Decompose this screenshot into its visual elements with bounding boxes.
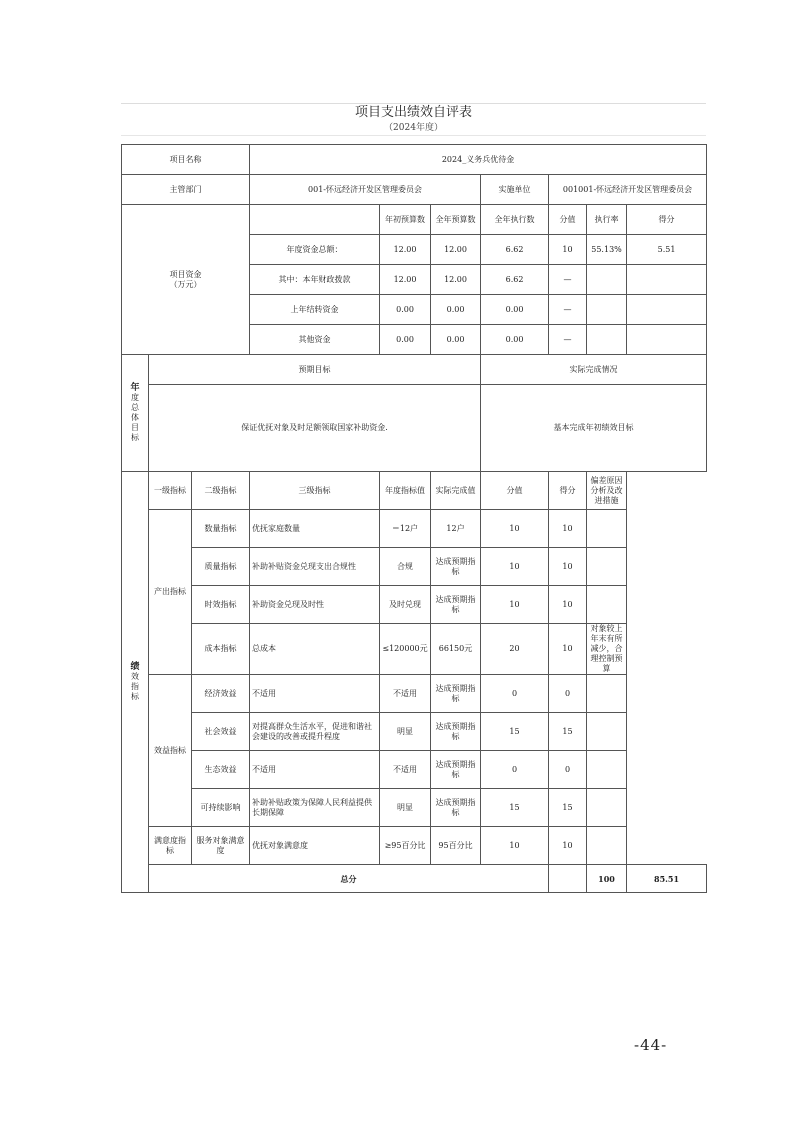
total-weight: 100: [587, 865, 627, 893]
level3: 对提高群众生活水平，促进和谐社会建设的改善或提升程度: [250, 713, 380, 751]
funds-header: 全年预算数: [431, 205, 481, 235]
funds-weight: —: [549, 265, 587, 295]
actual: 达成预期指标: [431, 675, 481, 713]
score: 10: [549, 548, 587, 586]
indicator-header: 二级指标: [192, 472, 250, 510]
weight: 10: [481, 510, 549, 548]
note: [587, 751, 627, 789]
goal-header-row: [122, 355, 707, 385]
expected-goal: 保证优抚对象及时足额领取国家补助资金.: [149, 385, 481, 472]
total-empty: [549, 865, 587, 893]
funds-initial: 0.00: [380, 325, 431, 355]
funds-header: 全年执行数: [481, 205, 549, 235]
weight: 0: [481, 751, 549, 789]
funds-executed: 6.62: [481, 235, 549, 265]
target: 及时兑现: [380, 586, 431, 624]
level3: 优抚家庭数量: [250, 510, 380, 548]
funds-header: 得分: [627, 205, 707, 235]
note: [587, 675, 627, 713]
level2: 时效指标: [192, 586, 250, 624]
indicator-row: [122, 624, 707, 675]
level2: 经济效益: [192, 675, 250, 713]
target: 不适用: [380, 675, 431, 713]
funds-initial: 0.00: [380, 295, 431, 325]
goal-side-label: 年度总体目标: [122, 355, 149, 472]
score: 15: [549, 789, 587, 827]
project-name-row: [122, 145, 707, 175]
funds-score: [627, 265, 707, 295]
weight: 15: [481, 713, 549, 751]
output-indicator-label: 产出指标: [149, 510, 192, 675]
level2: 可持续影响: [192, 789, 250, 827]
target: 合规: [380, 548, 431, 586]
note: [587, 713, 627, 751]
funds-initial: 12.00: [380, 235, 431, 265]
note: [587, 789, 627, 827]
indicator-header: 年度指标值: [380, 472, 431, 510]
level3: 优抚对象满意度: [250, 827, 380, 865]
actual-goal: 基本完成年初绩效目标: [481, 385, 707, 472]
actual: 66150元: [431, 624, 481, 675]
level3: 补助资金兑现及时性: [250, 586, 380, 624]
funds-initial: 12.00: [380, 265, 431, 295]
score: 10: [549, 586, 587, 624]
total-row: [122, 865, 707, 893]
funds-annual: 0.00: [431, 295, 481, 325]
funds-row-label: 年度资金总额：: [250, 235, 380, 265]
satisfaction-indicator-label: 满意度指标: [149, 827, 192, 865]
indicator-header: 实际完成值: [431, 472, 481, 510]
dept-label: 主管部门: [122, 175, 250, 205]
score: 0: [549, 675, 587, 713]
weight: 0: [481, 675, 549, 713]
funds-weight: 10: [549, 235, 587, 265]
note: 对象较上年末有所减少，合理控制预算: [587, 624, 627, 675]
level2: 质量指标: [192, 548, 250, 586]
page-subtitle: （2024年度）: [384, 123, 443, 133]
note: [587, 548, 627, 586]
score: 15: [549, 713, 587, 751]
level2: 服务对象满意度: [192, 827, 250, 865]
target: 明显: [380, 789, 431, 827]
indicator-row: [122, 548, 707, 586]
benefit-indicator-label: 效益指标: [149, 675, 192, 827]
indicator-row: [122, 789, 707, 827]
total-label: 总分: [149, 865, 549, 893]
target: ＝12户: [380, 510, 431, 548]
funds-rate: [587, 265, 627, 295]
actual: 达成预期指标: [431, 751, 481, 789]
indicator-row: [122, 510, 707, 548]
funds-executed: 0.00: [481, 295, 549, 325]
indicator-row: [122, 751, 707, 789]
indicator-row: [122, 675, 707, 713]
indicator-header: 分值: [481, 472, 549, 510]
note: [587, 586, 627, 624]
level2: 生态效益: [192, 751, 250, 789]
weight: 10: [481, 586, 549, 624]
project-name-value: 2024_义务兵优待金: [250, 145, 707, 175]
actual: 95百分比: [431, 827, 481, 865]
score: 0: [549, 751, 587, 789]
funds-label: 项目资金 （万元）: [122, 205, 250, 355]
indicator-header: 一级指标: [149, 472, 192, 510]
note: [587, 510, 627, 548]
weight: 10: [481, 548, 549, 586]
level2: 成本指标: [192, 624, 250, 675]
funds-score: [627, 295, 707, 325]
funds-row-label: 上年结转资金: [250, 295, 380, 325]
level2: 数量指标: [192, 510, 250, 548]
weight: 10: [481, 827, 549, 865]
level3: 不适用: [250, 751, 380, 789]
level3: 补助补贴政策为保障人民利益提供长期保障: [250, 789, 380, 827]
funds-header: 分值: [549, 205, 587, 235]
indicator-header-row: [122, 472, 707, 510]
funds-rate: [587, 325, 627, 355]
indicator-row: [122, 827, 707, 865]
page-title: 项目支出绩效自评表: [121, 103, 706, 122]
actual: 达成预期指标: [431, 789, 481, 827]
funds-header-row: [122, 205, 707, 235]
funds-header: 执行率: [587, 205, 627, 235]
score: 10: [549, 827, 587, 865]
dept-row: [122, 175, 707, 205]
note: [587, 827, 627, 865]
funds-row-label: 其他资金: [250, 325, 380, 355]
score: 10: [549, 624, 587, 675]
funds-header-empty: [250, 205, 380, 235]
funds-annual: 12.00: [431, 265, 481, 295]
target: ≥95百分比: [380, 827, 431, 865]
funds-weight: —: [549, 295, 587, 325]
actual-goal-label: 实际完成情况: [481, 355, 707, 385]
dept-value: 001-怀远经济开发区管理委员会: [250, 175, 481, 205]
actual: 达成预期指标: [431, 548, 481, 586]
indicator-row: [122, 713, 707, 751]
target: ≤120000元: [380, 624, 431, 675]
target: 不适用: [380, 751, 431, 789]
funds-rate: 55.13%: [587, 235, 627, 265]
target: 明显: [380, 713, 431, 751]
funds-header: 年初预算数: [380, 205, 431, 235]
score: 10: [549, 510, 587, 548]
page-number: -44-: [634, 1036, 668, 1054]
indicator-row: [122, 586, 707, 624]
weight: 15: [481, 789, 549, 827]
funds-executed: 6.62: [481, 265, 549, 295]
level2: 社会效益: [192, 713, 250, 751]
actual: 达成预期指标: [431, 713, 481, 751]
level3: 补助补贴资金兑现支出合规性: [250, 548, 380, 586]
level3: 不适用: [250, 675, 380, 713]
expected-goal-label: 预期目标: [149, 355, 481, 385]
indicator-header: 得分: [549, 472, 587, 510]
actual: 达成预期指标: [431, 586, 481, 624]
funds-row-label: 其中：本年财政拨款: [250, 265, 380, 295]
performance-table: [121, 144, 707, 893]
funds-executed: 0.00: [481, 325, 549, 355]
unit-value: 001001-怀远经济开发区管理委员会: [549, 175, 707, 205]
project-name-label: 项目名称: [122, 145, 250, 175]
indicator-header: 偏差原因分析及改进措施: [587, 472, 627, 510]
indicator-header: 三级指标: [250, 472, 380, 510]
unit-label: 实施单位: [481, 175, 549, 205]
actual: 12户: [431, 510, 481, 548]
funds-weight: —: [549, 325, 587, 355]
funds-annual: 12.00: [431, 235, 481, 265]
funds-rate: [587, 295, 627, 325]
weight: 20: [481, 624, 549, 675]
total-score: 85.51: [627, 865, 707, 893]
funds-score: [627, 325, 707, 355]
funds-score: 5.51: [627, 235, 707, 265]
funds-annual: 0.00: [431, 325, 481, 355]
goal-content-row: [122, 385, 707, 472]
indicator-side-label: 绩效指标: [122, 472, 149, 893]
level3: 总成本: [250, 624, 380, 675]
